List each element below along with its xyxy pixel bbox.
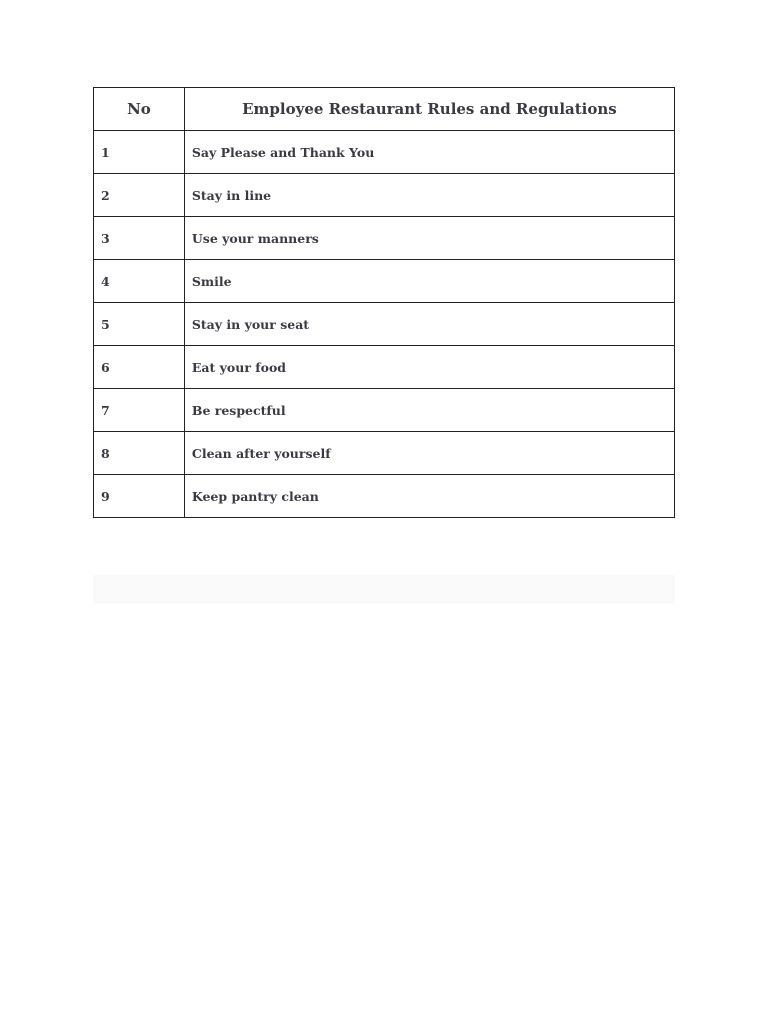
row-number: 8 <box>94 432 185 475</box>
table-row <box>94 131 675 174</box>
table-row <box>94 217 675 260</box>
blank-band <box>93 575 675 604</box>
table-row <box>94 475 675 518</box>
row-number: 6 <box>94 346 185 389</box>
header-rule: Employee Restaurant Rules and Regulations <box>184 88 674 131</box>
rules-table <box>93 87 675 518</box>
table-row <box>94 389 675 432</box>
row-number: 3 <box>94 217 185 260</box>
row-rule: Stay in line <box>184 174 674 217</box>
row-number: 2 <box>94 174 185 217</box>
row-number: 4 <box>94 260 185 303</box>
row-number: 1 <box>94 131 185 174</box>
table-row <box>94 303 675 346</box>
row-rule: Stay in your seat <box>184 303 674 346</box>
row-rule: Use your manners <box>184 217 674 260</box>
row-rule: Be respectful <box>184 389 674 432</box>
row-number: 9 <box>94 475 185 518</box>
row-rule: Say Please and Thank You <box>184 131 674 174</box>
row-rule: Eat your food <box>184 346 674 389</box>
table-row <box>94 260 675 303</box>
table-row <box>94 174 675 217</box>
row-rule: Smile <box>184 260 674 303</box>
row-number: 5 <box>94 303 185 346</box>
table-header-row <box>94 88 675 131</box>
header-no: No <box>94 88 185 131</box>
table-row <box>94 346 675 389</box>
row-rule: Keep pantry clean <box>184 475 674 518</box>
row-rule: Clean after yourself <box>184 432 674 475</box>
row-number: 7 <box>94 389 185 432</box>
table-row <box>94 432 675 475</box>
